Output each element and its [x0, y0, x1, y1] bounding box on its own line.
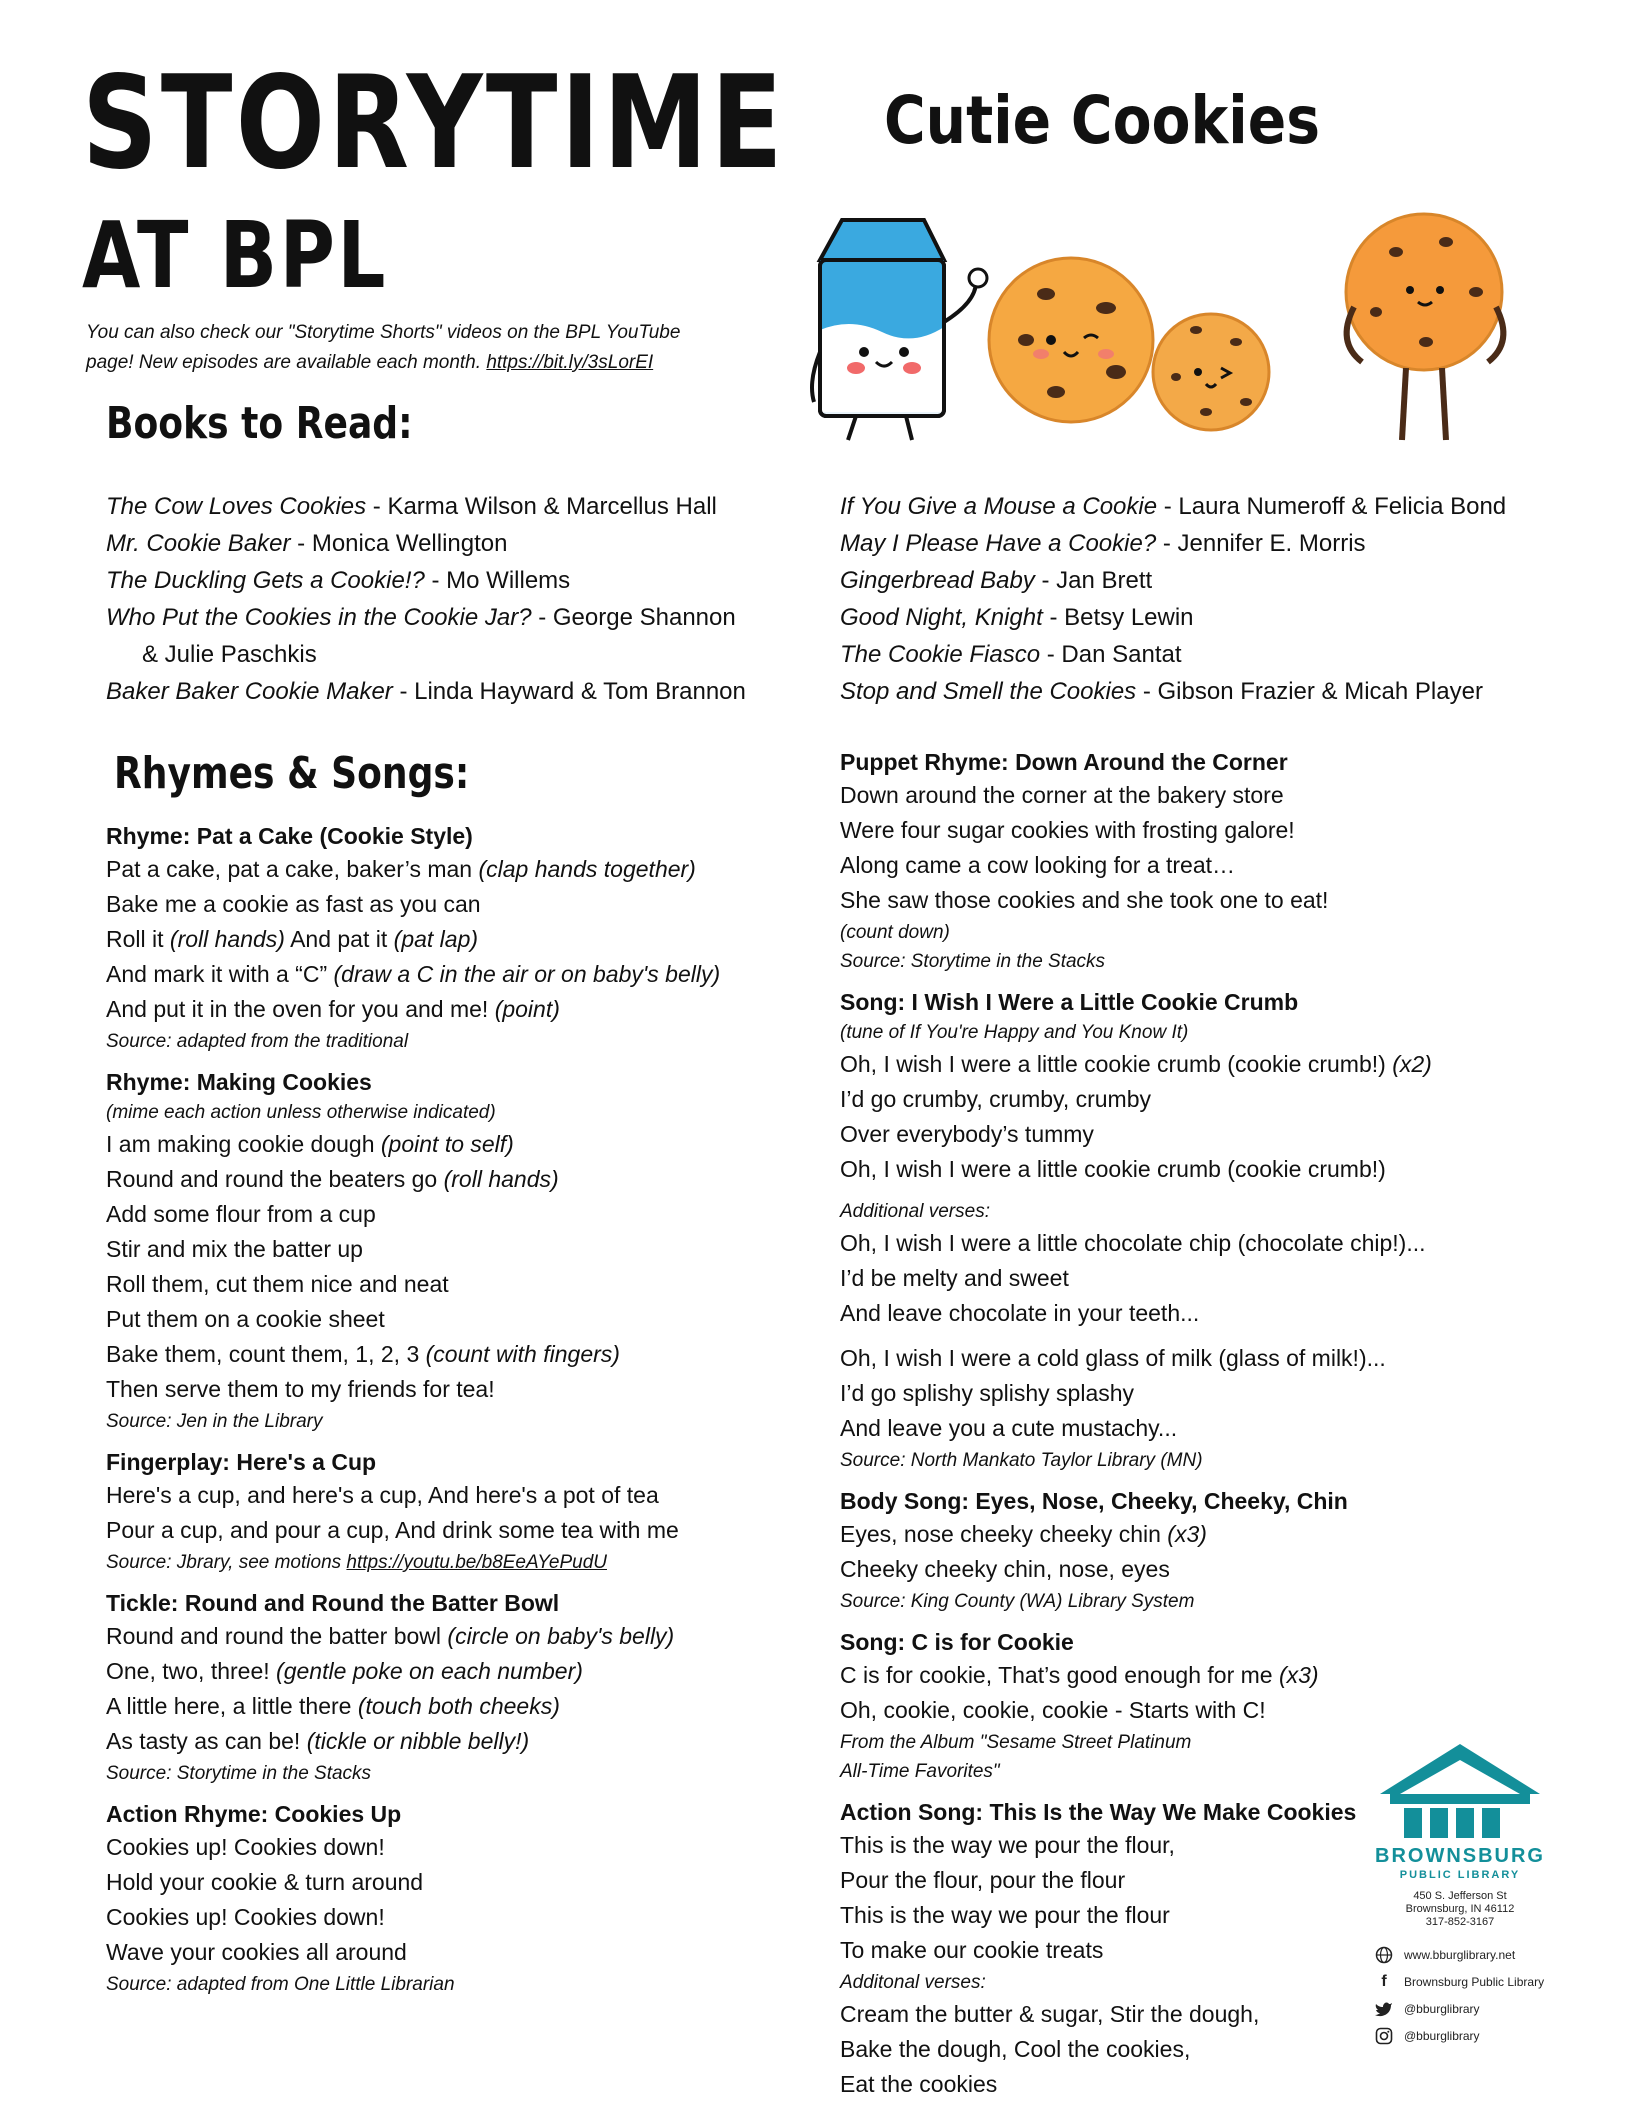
list-item: The Cow Loves Cookies - Karma Wilson & Marcellus Hall — [106, 493, 717, 520]
list-item: Gingerbread Baby - Jan Brett — [840, 567, 1153, 594]
list-item: Baker Baker Cookie Maker - Linda Hayward & Tom Brannon — [106, 678, 746, 705]
books-heading: Books to Read: — [106, 398, 413, 449]
youtube-link[interactable]: https://bit.ly/3sLorEI — [486, 352, 654, 373]
intro-text: You can also check our "Storytime Shorts" videos on the BPL YouTube page! New episodes are available each month. https://bit.ly/3sLorEI — [86, 322, 681, 373]
rhyme-block: Song: I Wish I Were a Little Cookie Crumb (tune of If You're Happy and You Know It) Oh, I wish I were a little cookie crumb (cookie crumb!) (x2) I’d go crumby, crumby, crumby Over everybody’s tummy Oh, I wish I were a little cookie crumb (cookie crumb!) Additional verses: Oh, I wish I were a little chocolate chip (chocolate chip!)... I’d be melty and sweet And leave chocolate in your teeth... Oh, I wish I were a cold glass of milk (glass of milk!)... I’d go splishy splishy splashy And leave you a cute mustachy... Source: North Mankato Taylor Library (MN) — [840, 989, 1432, 1471]
instagram-icon — [1374, 2026, 1394, 2046]
books-list-left — [106, 488, 746, 710]
page-subtitle: AT BPL — [82, 202, 388, 309]
list-item: Good Night, Knight - Betsy Lewin — [840, 604, 1194, 631]
globe-icon — [1374, 1945, 1394, 1965]
twitter-link[interactable]: @bburglibrary — [1374, 1996, 1604, 2022]
milk-carton-icon — [812, 220, 987, 440]
rhyme-block: Rhyme: Making Cookies (mime each action unless otherwise indicated) I am making cookie dough (point to self) Round and round the beaters go (roll hands) Add some flour from a cup Stir and mix the batter up Roll them, cut them nice and neat Put them on a cookie sheet Bake them, count them, 1, 2, 3 (count with fingers) Then serve them to my friends for tea! Source: Jen in the Library — [106, 1069, 620, 1432]
facebook-icon: f — [1381, 1973, 1387, 1990]
cookie-characters-illustration — [806, 212, 1546, 452]
rhyme-block: Action Rhyme: Cookies Up Cookies up! Cookies down! Hold your cookie & turn around Cookies up! Cookies down! Wave your cookies all around Source: adapted from One Little Librarian — [106, 1801, 455, 1995]
list-item: Who Put the Cookies in the Cookie Jar? - George Shannon — [106, 604, 736, 631]
list-item: The Duckling Gets a Cookie!? - Mo Willems — [106, 567, 571, 594]
library-address: 450 S. Jefferson St Brownsburg, IN 46112 317-852-3167 — [1405, 1890, 1515, 1928]
list-item: May I Please Have a Cookie? - Jennifer E. Morris — [840, 530, 1366, 557]
library-contacts — [1374, 1942, 1604, 2050]
rhyme-block: Fingerplay: Here's a Cup Here's a cup, and here's a cup, And here's a pot of tea Pour a cup, and pour a cup, And drink some tea with me Source: Jbrary, see motions https://youtu.be/b8EeAYePudU — [106, 1449, 679, 1573]
list-item: & Julie Paschkis — [142, 641, 317, 668]
rhyme-block: Tickle: Round and Round the Batter Bowl Round and round the batter bowl (circle on baby's belly) One, two, three! (gentle poke on each number) A little here, a little there (touch both cheeks) As tasty as can be! (tickle or nibble belly!) Source: Storytime in the Stacks — [106, 1590, 675, 1784]
library-subname: PUBLIC LIBRARY — [1399, 1869, 1521, 1881]
list-item: If You Give a Mouse a Cookie - Laura Numeroff & Felicia Bond — [840, 493, 1507, 520]
page-title: STORYTIME — [82, 49, 786, 198]
rhyme-block: Puppet Rhyme: Down Around the Corner Down around the corner at the bakery store Were four sugar cookies with frosting galore! Along came a cow looking for a treat… She saw those cookies and she took one to eat! (count down) Source: Storytime in the Stacks — [840, 749, 1329, 972]
list-item: Mr. Cookie Baker - Monica Wellington — [106, 530, 508, 557]
facebook-link[interactable]: f Brownsburg Public Library — [1374, 1969, 1604, 1995]
cookie-icon — [1346, 214, 1503, 440]
rhymes-left-column — [106, 820, 846, 2009]
rhyme-block: Song: C is for Cookie C is for cookie, That’s good enough for me (x3) Oh, cookie, cookie, cookie - Starts with C! From the Album "Sesame Street Platinum All-Time Favorites" — [840, 1629, 1319, 1782]
list-item: Stop and Smell the Cookies - Gibson Frazier & Micah Player — [840, 678, 1483, 705]
rhyme-block: Action Song: This Is the Way We Make Cookies This is the way we pour the flour, Pour the flour, pour the flour This is the way we pour the flour To make our cookie treats Additonal verses: Cream the butter & sugar, Stir the dough, Bake the dough, Cool the cookies, Eat the cookies — [840, 1799, 1357, 2097]
rhyme-block: Rhyme: Pat a Cake (Cookie Style) Pat a cake, pat a cake, baker’s man (clap hands together) Bake me a cookie as fast as you can Roll it (roll hands) And pat it (pat lap) And mark it with a “C” (draw a C in the air or on baby's belly) And put it in the oven for you and me! (point) Source: adapted from the traditional — [106, 823, 721, 1052]
list-item: The Cookie Fiasco - Dan Santat — [840, 641, 1182, 668]
library-name: BROWNSBURG — [1375, 1845, 1545, 1867]
twitter-icon — [1374, 1999, 1394, 2019]
rhymes-heading: Rhymes & Songs: — [114, 748, 470, 799]
website-link[interactable]: www.bburglibrary.net — [1374, 1942, 1604, 1968]
books-list-right — [840, 488, 1506, 710]
library-logo-icon — [1360, 1734, 1560, 1914]
rhyme-block: Body Song: Eyes, Nose, Cheeky, Cheeky, Chin Eyes, nose cheeky cheeky chin (x3) Cheeky cheeky chin, nose, eyes Source: King County (WA) Library System — [840, 1488, 1348, 1612]
instagram-link[interactable]: @bburglibrary — [1374, 2023, 1604, 2049]
cookie-icon — [1153, 314, 1269, 430]
theme-title: Cutie Cookies — [884, 82, 1321, 159]
cookie-icon — [989, 258, 1153, 422]
jbrary-video-link[interactable]: https://youtu.be/b8EeAYePudU — [346, 1552, 607, 1573]
